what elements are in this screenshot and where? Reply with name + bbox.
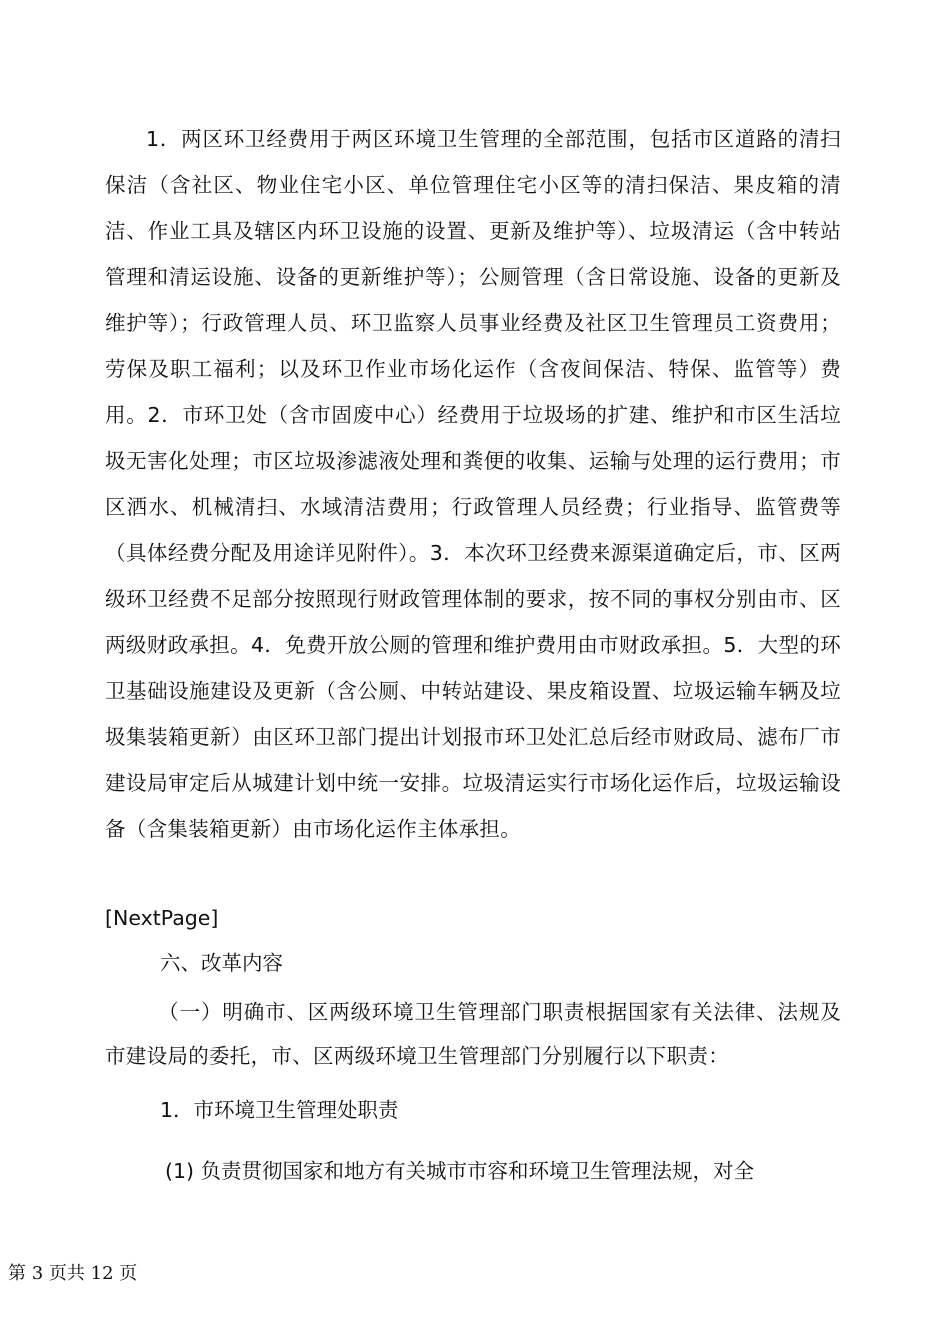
next-page-marker: [NextPage] [105,906,219,930]
subsection-paragraph: （一）明确市、区两级环境卫生管理部门职责根据国家有关法律、法规及市建设局的委托，市、区两级环境卫生管理部门分别履行以下职责： [105,1000,841,1068]
page-indicator: 第 3 页共 12 页 [8,1263,138,1284]
item-title: 1．市环境卫生管理处职责 [160,1098,399,1122]
list-item: (1) 负责贯彻国家和地方有关城市市容和环境卫生管理法规，对全 [165,1159,755,1183]
main-paragraph: 1．两区环卫经费用于两区环境卫生管理的全部范围，包括市区道路的清扫保洁（含社区、物业住宅小区、单位管理住宅小区等的清扫保洁、果皮箱的清洁、作业工具及辖区内环卫设施的设置、更新及维护等）、垃圾清运（含中转站管理和清运设施、设备的更新维护等）；公厕管理（含日常设施、设备的更新及维护等）；行政管理人员、环卫监察人员事业经费及社区卫生管理员工资费用；劳保及职工福利；以及环卫作业市场化运作（含夜间保洁、特保、监管等）费用。2．市环卫处（含市固废中心）经费用于垃圾场的扩建、维护和市区生活垃圾无害化处理；市区垃圾渗滤液处理和粪便的收集、运输与处理的运行费用；市区洒水、机械清扫、水域清洁费用；行政管理人员经费；行业指导、监管费等（具体经费分配及用途详见附件）。3．本次环卫经费来源渠道确定后，市、区两级环卫经费不足部分按照现行财政管理体制的要求，按不同的事权分别由市、区两级财政承担。4．免费开放公厕的管理和维护费用由市财政承担。5．大型的环卫基础设施建设及更新（含公厕、中转站建设、果皮箱设置、垃圾运输车辆及垃圾集装箱更新）由区环卫部门提出计划报市环卫处汇总后经市财政局、滤布厂市建设局审定后从城建计划中统一安排。垃圾清运实行市场化运作后，垃圾运输设备（含集装箱更新）由市场化运作主体承担。 [105,127,841,841]
section-heading: 六、改革内容 [160,951,283,975]
